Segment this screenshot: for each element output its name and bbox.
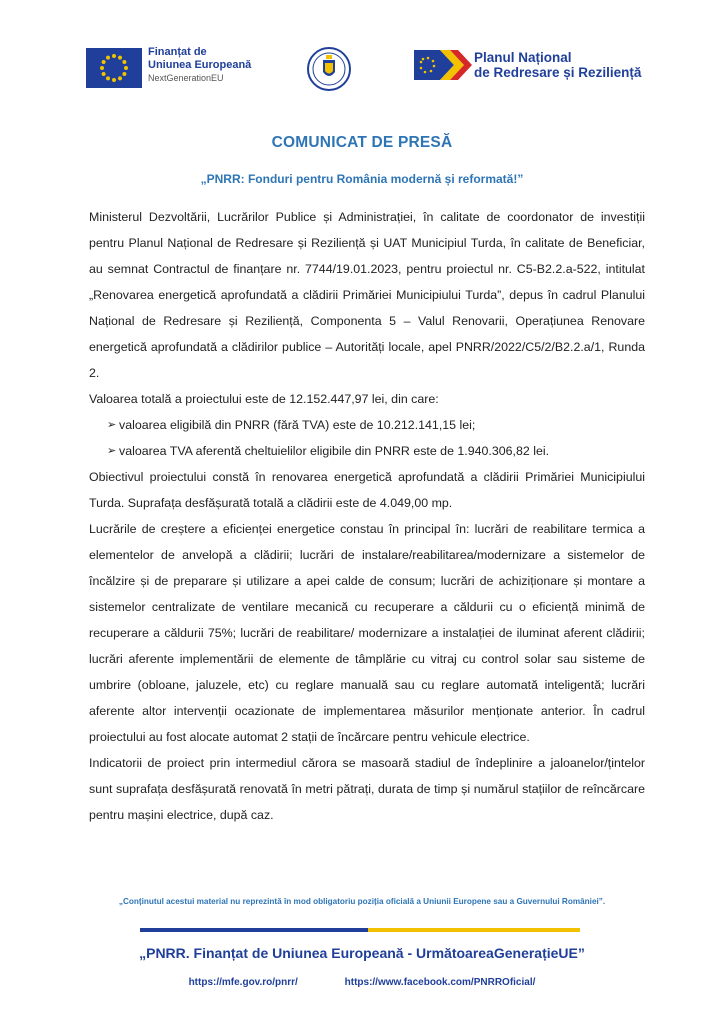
press-release-title: COMUNICAT DE PRESĂ bbox=[271, 134, 453, 151]
eu-funding-label bbox=[148, 46, 251, 85]
arrow-bullet-icon: ➢ bbox=[107, 419, 117, 431]
footer-links bbox=[0, 977, 724, 988]
paragraph-total-value: Valoarea totală a proiectului este de 12.152.447,97 lei, din care: bbox=[89, 392, 439, 406]
paragraph-indicators: Indicatorii de proiect prin intermediul cărora se masoară stadiul de îndeplinire a jaloanelor/țintelor sunt suprafața desfășurată renovată în metri pătrați, durata de timp și numărul stațiilor de reîncărcare pentru mașini electrice, după caz. bbox=[89, 756, 645, 822]
eu-line3: NextGenerationEU bbox=[148, 73, 224, 83]
footer-divider bbox=[140, 928, 580, 932]
paragraph-works: Lucrările de creștere a eficienței energetice constau în principal în: lucrări de reabilitare termica a elementelor de anvelopă a clădirii; lucrări de instalare/reabilitarea/modernizare a sistemelor de încălzire și de preparare și utilizare a apei calde de consum; lucrări de achiziționare și montare a sistemelor centralizate de ventilare mecanică cu recuperare a căldurii cu o eficiență minimă de recuperare a căldurii 75%; lucrări de reabilitare/ modernizare a instalației de iluminat aferent clădirii; lucrări aferente implementării de elemente de tâmplărie cu vitraj cu control solar sau sisteme de umbrire (obloane, jaluzele, etc) cu reglare manuală sau cu reglare automată inteligentă; lucrări aferente altor intervenții ocazionate de implementarea măsurilor menționate anterior. În cadrul proiectului au fost alocate automat 2 stații de încărcare pentru vehicule electrice. bbox=[89, 522, 645, 744]
press-release-subtitle: „PNRR: Fonduri pentru România modernă și reformată!” bbox=[200, 172, 524, 186]
government-seal-logo bbox=[306, 42, 352, 96]
value-breakdown-list bbox=[89, 412, 645, 464]
footer-slogan: „PNRR. Finanțat de Uniunea Europeană - UrmătoareaGenerațieUE” bbox=[139, 945, 585, 961]
page-header bbox=[0, 40, 724, 100]
eu-flag-logo bbox=[86, 48, 142, 88]
link-mfe[interactable]: https://mfe.gov.ro/pnrr/ bbox=[188, 977, 298, 988]
paragraph-objective: Obiectivul proiectului constă în renovarea energetică aprofundată a clădirii Primăriei Municipiului Turda. Suprafața desfășurată totală a clădirii este de 4.049,00 mp. bbox=[89, 470, 645, 510]
press-release-body bbox=[89, 204, 645, 828]
pnrr-line1: Planul Național bbox=[474, 50, 572, 65]
arrow-bullet-icon: ➢ bbox=[107, 445, 117, 457]
bullet-vat-value: valoarea TVA aferentă cheltuielilor eligibile din PNRR este de 1.940.306,82 lei. bbox=[119, 444, 550, 458]
pnrr-label bbox=[474, 50, 641, 80]
bullet-eligible-value: valoarea eligibilă din PNRR (fără TVA) este de 10.212.141,15 lei; bbox=[119, 418, 476, 432]
eu-line1: Finanțat de bbox=[148, 46, 207, 58]
list-item bbox=[89, 412, 645, 438]
eu-line2: Uniunea Europeană bbox=[148, 59, 252, 71]
link-facebook[interactable]: https://www.facebook.com/PNRROficial/ bbox=[344, 977, 536, 988]
pnrr-logo bbox=[414, 50, 472, 80]
disclaimer-text: „Conținutul acestui material nu reprezintă în mod obligatoriu poziția oficială a Uniunii Europene sau a Guvernului României”. bbox=[118, 897, 606, 906]
paragraph-contract: Ministerul Dezvoltării, Lucrărilor Publice și Administrației, în calitate de coordonator de investiții pentru Planul Național de Redresare și Reziliență și UAT Municipiul Turda, în calitate de Beneficiar, au semnat Contractul de finanțare nr. 7744/19.01.2023, pentru proiectul nr. C5-B2.2.a-522, intitulat „Renovarea energetică aprofundată a clădirii Primăriei Municipiului Turda”, depus în cadrul Planului Național de Redresare și Reziliență, Componenta 5 – Valul Renovarii, Operațiunea Renovare energetică aprofundată a clădirilor publice – Autorități locale, apel PNRR/2022/C5/2/B2.2.a/1, Runda 2. bbox=[89, 210, 645, 380]
pnrr-line2: de Redresare și Reziliență bbox=[474, 65, 642, 80]
list-item bbox=[89, 438, 645, 464]
